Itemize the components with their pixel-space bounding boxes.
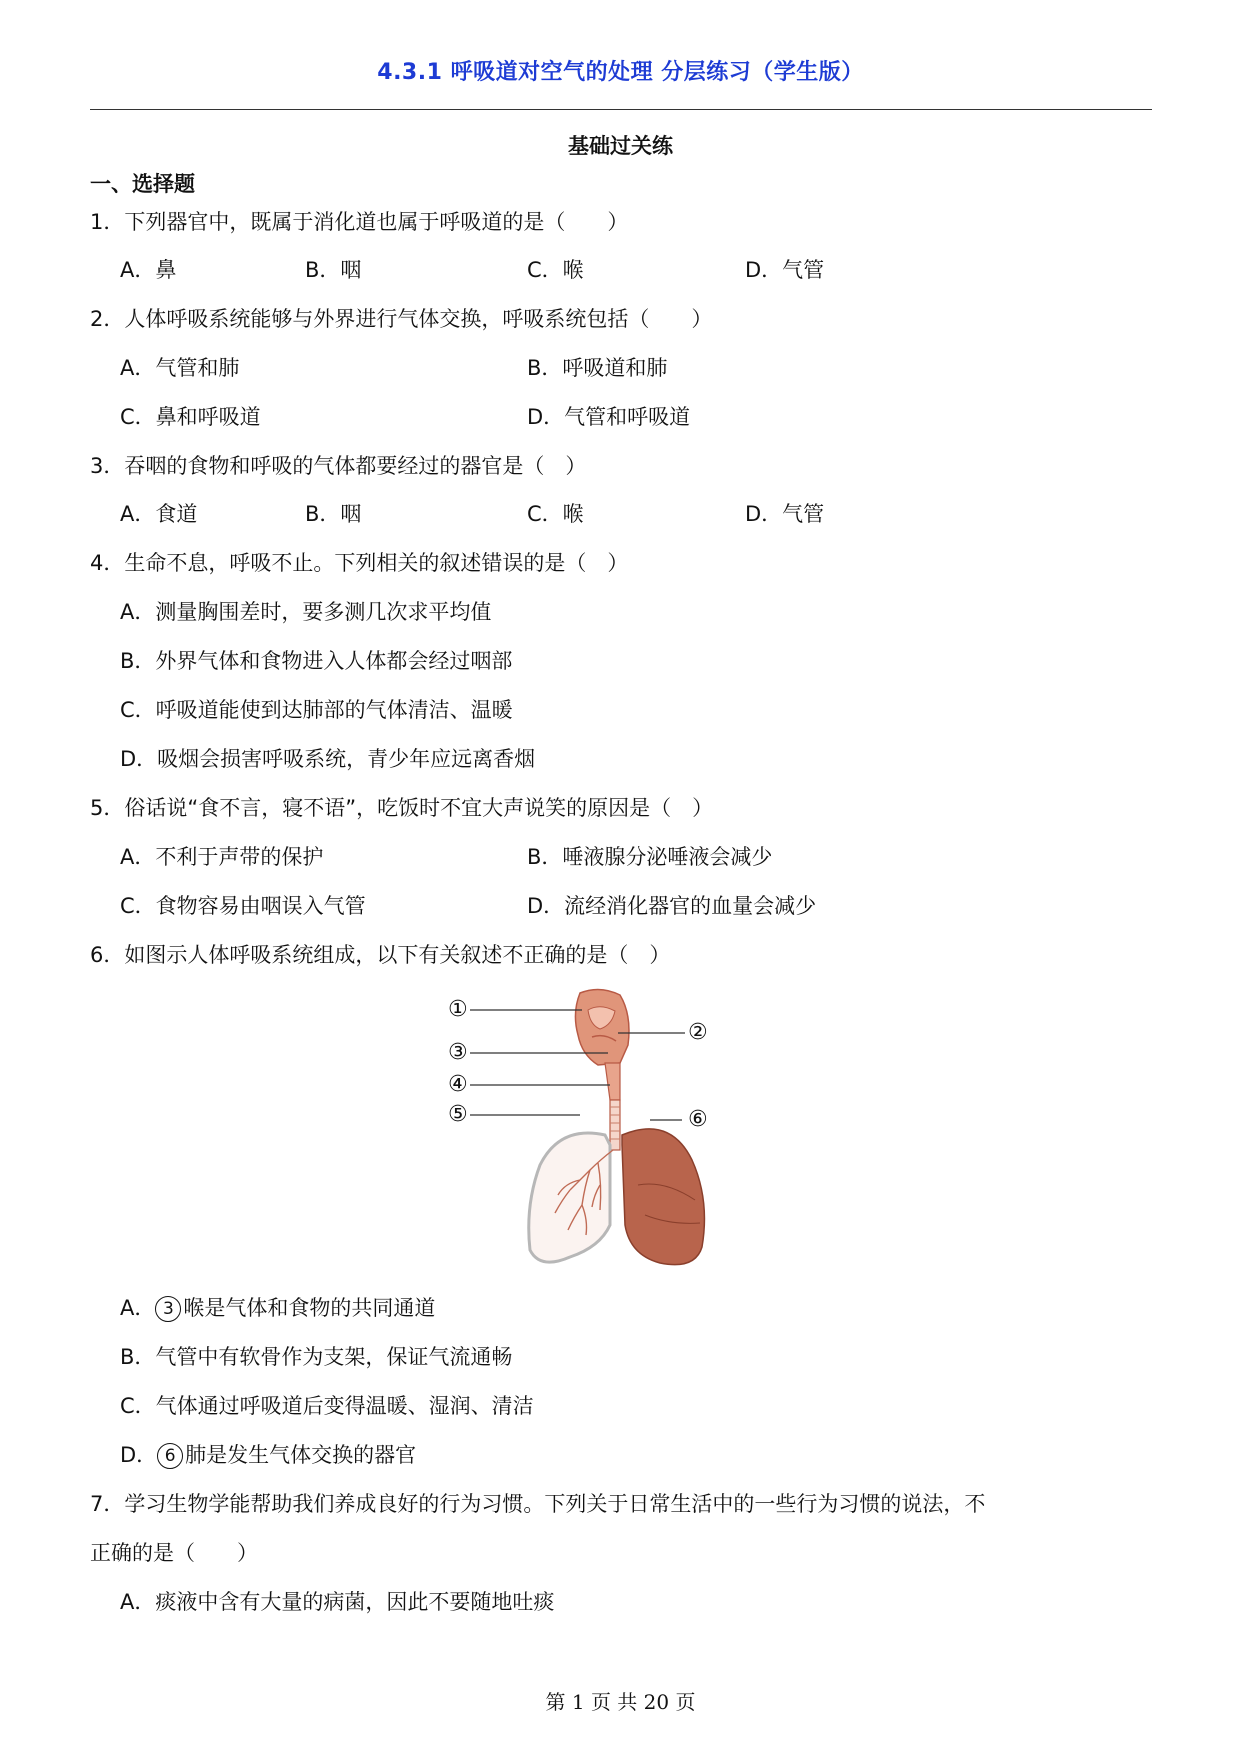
document-title: 4.3.1 呼吸道对空气的处理 分层练习（学生版） [377, 60, 864, 85]
header-divider [90, 109, 1152, 110]
q6-option-d-prefix: D． [120, 1443, 158, 1467]
q6-option-a-text: 喉是气体和食物的共同通道 [183, 1296, 436, 1320]
q5-option-d: D．流经消化器官的血量会减少 [527, 894, 817, 918]
q4-option-d: D．吸烟会损害呼吸系统，青少年应远离香烟 [120, 747, 536, 771]
respiratory-system-diagram [470, 985, 770, 1275]
question-5-stem: 5．俗话说“食不言，寝不语”，吃饭时不宜大声说笑的原因是（ ） [90, 796, 714, 820]
q6-option-c: C．气体通过呼吸道后变得温暖、湿润、清洁 [120, 1394, 534, 1418]
q3-option-a: A．食道 [120, 502, 198, 526]
q3-option-c: C．喉 [527, 502, 584, 526]
q6-option-b: B．气管中有软骨作为支架，保证气流通畅 [120, 1345, 513, 1369]
figure-label-3: ③ [448, 1040, 468, 1065]
q5-option-a: A．不利于声带的保护 [120, 845, 324, 869]
q1-option-c: C．喉 [527, 258, 584, 282]
figure-label-4: ④ [448, 1072, 468, 1097]
figure-label-2: ② [688, 1020, 708, 1045]
q5-option-b: B．唾液腺分泌唾液会减少 [527, 845, 773, 869]
q4-option-b: B．外界气体和食物进入人体都会经过咽部 [120, 649, 513, 673]
q6-option-a-mark: 3 [155, 1296, 181, 1322]
q1-option-d: D．气管 [745, 258, 825, 282]
question-1-stem: 1．下列器官中，既属于消化道也属于呼吸道的是（ ） [90, 210, 629, 234]
q6-option-a-prefix: A． [120, 1296, 156, 1320]
q6-option-d-mark: 6 [157, 1443, 183, 1469]
q3-option-b: B．咽 [305, 502, 362, 526]
q6-option-a [120, 1294, 435, 1322]
q1-option-a: A．鼻 [120, 258, 177, 282]
question-2-stem: 2．人体呼吸系统能够与外界进行气体交换，呼吸系统包括（ ） [90, 307, 713, 331]
q2-option-d: D．气管和呼吸道 [527, 405, 691, 429]
q4-option-a: A．测量胸围差时，要多测几次求平均值 [120, 600, 492, 624]
q2-option-a: A．气管和肺 [120, 356, 240, 380]
q4-option-c: C．呼吸道能使到达肺部的气体清洁、温暖 [120, 698, 513, 722]
figure-label-6: ⑥ [688, 1107, 708, 1132]
section-title: 基础过关练 [568, 134, 673, 158]
q2-option-c: C．鼻和呼吸道 [120, 405, 261, 429]
q6-option-d [120, 1441, 416, 1469]
q2-option-b: B．呼吸道和肺 [527, 356, 668, 380]
part-heading: 一、选择题 [90, 172, 195, 196]
page-footer: 第 1 页 共 20 页 [545, 1690, 696, 1714]
question-4-stem: 4．生命不息，呼吸不止。下列相关的叙述错误的是（ ） [90, 551, 629, 575]
question-7-stem: 7．学习生物学能帮助我们养成良好的行为习惯。下列关于日常生活中的一些行为习惯的说法，不 [90, 1492, 986, 1516]
figure-label-1: ① [448, 997, 468, 1022]
question-7-stem-continued: 正确的是（ ） [90, 1541, 258, 1565]
question-6-stem: 6．如图示人体呼吸系统组成，以下有关叙述不正确的是（ ） [90, 943, 671, 967]
question-3-stem: 3．吞咽的食物和呼吸的气体都要经过的器官是（ ） [90, 454, 587, 478]
q7-option-a: A．痰液中含有大量的病菌，因此不要随地吐痰 [120, 1590, 555, 1614]
q3-option-d: D．气管 [745, 502, 825, 526]
q6-option-d-text: 肺是发生气体交换的器官 [185, 1443, 417, 1467]
figure-label-5: ⑤ [448, 1102, 468, 1127]
q1-option-b: B．咽 [305, 258, 362, 282]
q5-option-c: C．食物容易由咽误入气管 [120, 894, 366, 918]
